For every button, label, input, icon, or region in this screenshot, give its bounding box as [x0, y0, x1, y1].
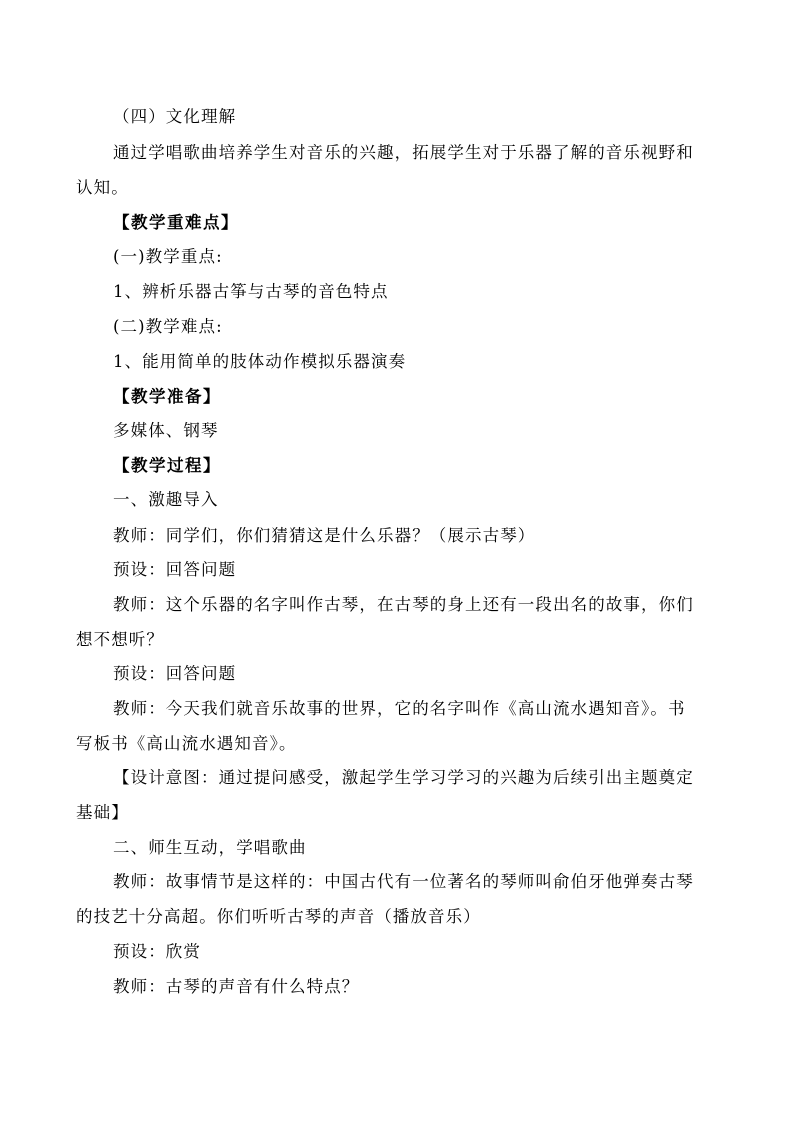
dialogue-line: 教师：同学们，你们猜猜这是什么乐器？（展示古琴） [113, 526, 536, 545]
dialogue-line: 预设：回答问题 [113, 664, 237, 683]
design-intent-note: 基础】 [76, 803, 129, 822]
list-item: 1、辨析乐器古筝与古琴的音色特点 [113, 282, 389, 301]
heading-teaching-preparation: 【教学准备】 [113, 387, 221, 406]
dialogue-line: 教师：这个乐器的名字叫作古琴，在古琴的身上还有一段出名的故事，你们 [113, 595, 694, 614]
dialogue-line: 预设：欣赏 [113, 942, 201, 961]
heading-teaching-process: 【教学过程】 [113, 456, 221, 475]
dialogue-line: 教师：故事情节是这样的：中国古代有一位著名的琴师叫俞伯牙他弹奏古琴 [113, 872, 694, 891]
dialogue-line: 写板书《高山流水遇知音》。 [76, 734, 297, 753]
subheading-intro: 一、激趣导入 [113, 490, 219, 509]
paragraph-line: 通过学唱歌曲培养学生对音乐的兴趣，拓展学生对于乐器了解的音乐视野和 [113, 143, 694, 162]
subheading-key-points: (一)教学重点: [113, 247, 223, 266]
dialogue-line: 教师：古琴的声音有什么特点？ [113, 977, 360, 996]
dialogue-line: 的技艺十分高超。你们听听古琴的声音（播放音乐） [76, 907, 481, 926]
dialogue-line: 教师：今天我们就音乐故事的世界，它的名字叫作《高山流水遇知音》。书 [113, 699, 686, 718]
subheading-difficult-points: (二)教学难点: [113, 317, 223, 336]
section-heading-cultural-understanding: （四）文化理解 [113, 107, 237, 126]
dialogue-line: 想不想听？ [76, 630, 164, 649]
heading-teaching-key-difficult-points: 【教学重难点】 [113, 213, 239, 232]
subheading-interaction: 二、师生互动，学唱歌曲 [113, 838, 307, 857]
paragraph-line: 多媒体、钢琴 [113, 421, 219, 440]
design-intent-note: 【设计意图：通过提问感受，激起学生学习学习的兴趣为后续引出主题奠定 [113, 768, 694, 787]
dialogue-line: 预设：回答问题 [113, 560, 237, 579]
paragraph-line: 认知。 [76, 178, 129, 197]
list-item: 1、能用简单的肢体动作模拟乐器演奏 [113, 352, 407, 371]
